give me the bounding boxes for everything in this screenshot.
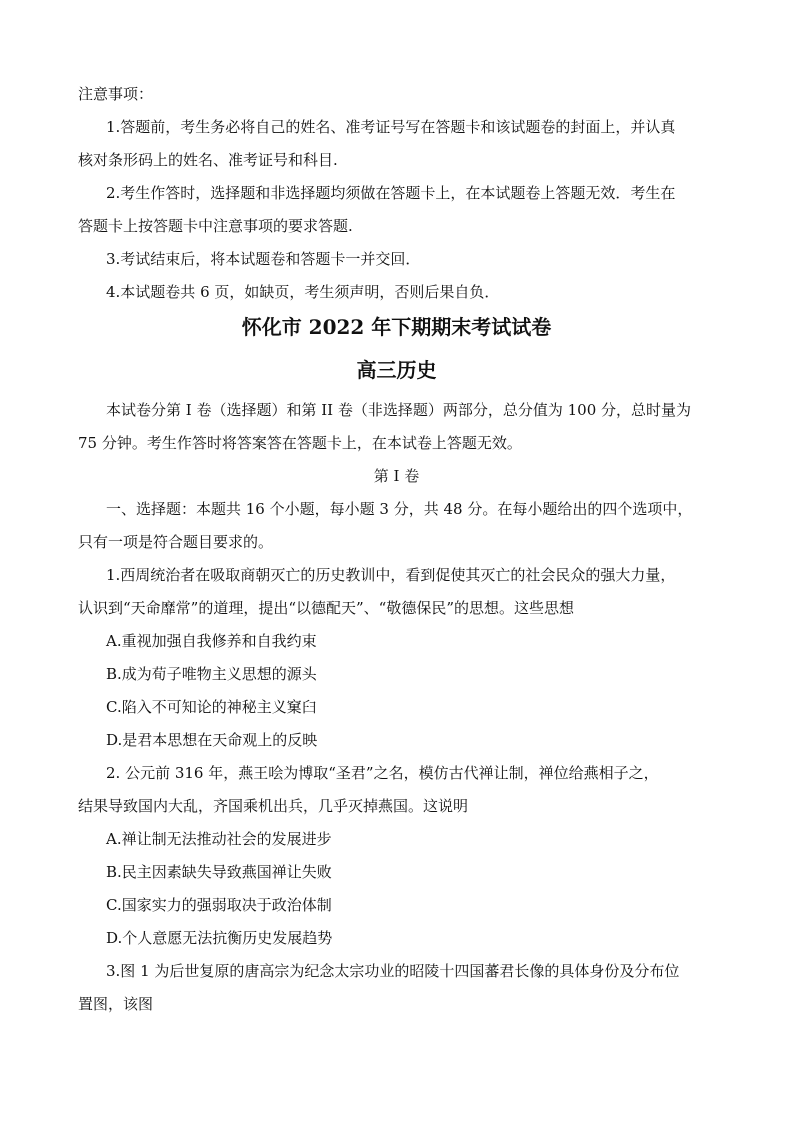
notice-item-4: 4.本试题卷共 6 页，如缺页，考生须声明，否则后果自负． — [106, 283, 500, 301]
question-1-option-b: B.成为荀子唯物主义思想的源头 — [106, 665, 317, 683]
question-2-option-a: A.禅让制无法推动社会的发展进步 — [106, 830, 332, 848]
question-3-stem-line-2: 置图，该图 — [78, 995, 154, 1013]
question-2-option-d: D.个人意愿无法抗衡历史发展趋势 — [106, 929, 333, 947]
notice-item-2-line-1: 2.考生作答时，选择题和非选择题均须做在答题卡上，在本试题卷上答题无效．考生在 — [106, 184, 676, 202]
question-2-stem-line-2: 结果导致国内大乱，齐国乘机出兵，几乎灭掉燕国。这说明 — [78, 797, 469, 815]
question-2-option-c: C.国家实力的强弱取决于政治体制 — [106, 896, 332, 914]
notice-heading: 注意事项： — [78, 85, 154, 103]
exam-intro-line-2: 75 分钟。考生作答时将答案答在答题卡上，在本试卷上答题无效。 — [78, 434, 522, 452]
exam-subject: 高三历史 — [356, 358, 437, 382]
section-instructions-line-1: 一、选择题：本题共 16 个小题，每小题 3 分，共 48 分。在每小题给出的四个选项中， — [106, 500, 693, 518]
question-1-stem-line-2: 认识到“天命靡常”的道理，提出“以德配天”、“敬德保民”的思想。这些思想 — [78, 599, 575, 617]
question-1-option-d: D.是君本思想在天命观上的反映 — [106, 731, 318, 749]
exam-intro-line-1: 本试卷分第 I 卷（选择题）和第 II 卷（非选择题）两部分，总分值为 100 分，总时量为 — [106, 401, 692, 419]
notice-item-3: 3.考试结束后，将本试题卷和答题卡一并交回． — [106, 250, 421, 268]
section-instructions-line-2: 只有一项是符合题目要求的。 — [78, 533, 274, 551]
question-2-stem-line-1: 2. 公元前 316 年，燕王哙为博取“圣君”之名，模仿古代禅让制，禅位给燕相子之， — [106, 764, 659, 782]
question-3-stem-line-1: 3.图 1 为后世复原的唐高宗为纪念太宗功业的昭陵十四国蕃君长像的具体身份及分布位 — [106, 962, 680, 980]
question-1-option-a: A.重视加强自我修养和自我约束 — [106, 632, 317, 650]
question-2-option-b: B.民主因素缺失导致燕国禅让失败 — [106, 863, 332, 881]
question-1-option-c: C.陷入不可知论的神秘主义窠臼 — [106, 698, 317, 716]
notice-item-1-line-1: 1.答题前，考生务必将自己的姓名、准考证号写在答题卡和该试题卷的封面上，并认真 — [106, 118, 676, 136]
notice-item-1-line-2: 核对条形码上的姓名、准考证号和科目. — [78, 151, 338, 169]
exam-title: 怀化市 2022 年下期期末考试试卷 — [241, 315, 552, 339]
question-1-stem-line-1: 1.西周统治者在吸取商朝灭亡的历史教训中，看到促使其灭亡的社会民众的强大力量， — [106, 566, 676, 584]
notice-item-2-line-2: 答题卡上按答题卡中注意事项的要求答题. — [78, 217, 353, 235]
part-one-heading: 第 I 卷 — [373, 467, 420, 485]
